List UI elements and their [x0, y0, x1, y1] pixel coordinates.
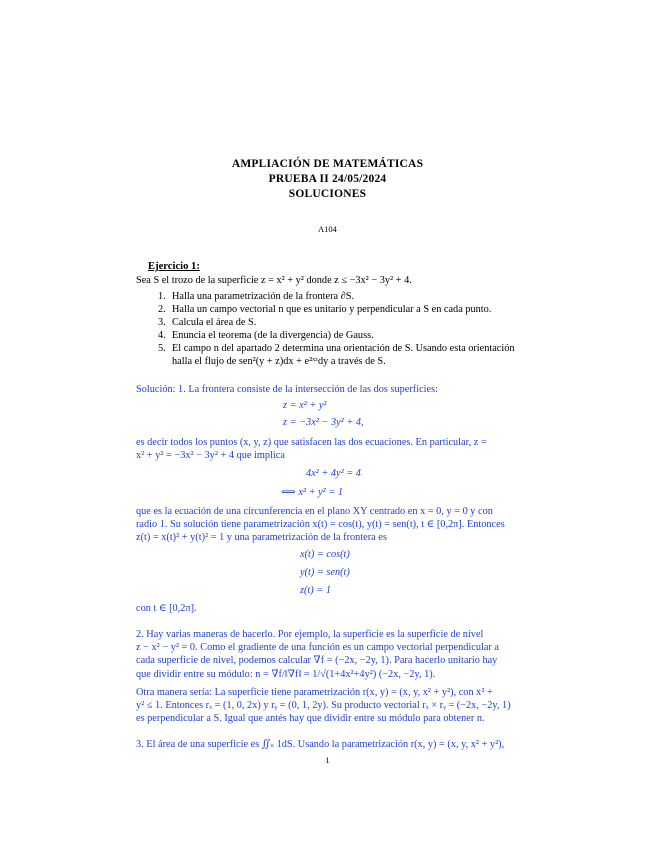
item-number: 2. — [158, 304, 166, 315]
item-number: 5. — [158, 343, 166, 354]
equation: ⟺ x² + y² = 1 — [281, 487, 343, 498]
solution-text: z(t) = x(t)² + y(t)² = 1 y una parametrización de la frontera es — [136, 532, 387, 543]
solution-text: z − x² − y² = 0. Como el gradiente de una función es un campo vectorial perpendicular a — [136, 642, 499, 653]
item-number: 4. — [158, 330, 166, 341]
item-number: 1. — [158, 291, 166, 302]
exercise-item — [158, 303, 491, 316]
item-text: El campo n del apartado 2 determina una orientación de S. Usando esta orientación — [172, 343, 515, 354]
item-number: 3. — [158, 317, 166, 328]
exercise-item — [158, 355, 386, 368]
solution-text: que dividir entre su módulo: n = ∇f/‖∇f‖ = 1/√(1+4x²+4y²) (−2x, −2y, 1). — [136, 669, 436, 680]
item-text: halla el flujo de sen²(y + z)dx + e²ˣᶻdy a través de S. — [172, 356, 386, 367]
solution-1-intro: Solución: 1. La frontera consiste de la intersección de las dos superficies: — [136, 384, 438, 395]
equation: z = x² + y² — [283, 400, 327, 411]
item-text: Calcula el área de S. — [172, 317, 257, 328]
exercise-item — [158, 329, 374, 342]
equation: 4x² + 4y² = 4 — [306, 468, 361, 479]
solutions-title: SOLUCIONES — [288, 188, 367, 200]
equation: z = −3x² − 3y² + 4, — [283, 417, 364, 428]
exam-code: A104 — [318, 224, 337, 234]
exercise-heading: Ejercicio 1: — [148, 261, 200, 272]
solution-text: con t ∈ [0,2π]. — [136, 603, 197, 614]
item-text: Halla un campo vectorial n que es unitario y perpendicular a S en cada punto. — [172, 304, 492, 315]
item-text: Enuncia el teorema (de la divergencia) de Gauss. — [172, 330, 374, 341]
solution-text: radio 1. Su solución tiene parametrización x(t) = cos(t), y(t) = sen(t), t ∈ [0,2π]. Entonces — [136, 519, 505, 530]
solution-text: Otra manera sería: La superficie tiene parametrización r(x, y) = (x, y, x² + y²), con x² + — [136, 687, 493, 698]
solution-text: 2. Hay varias maneras de hacerlo. Por ejemplo, la superficie es la superficie de nivel — [136, 629, 484, 640]
solution-text: x² + y² = −3x² − 3y² + 4 que implica — [136, 450, 285, 461]
equation: y(t) = sen(t) — [300, 567, 350, 578]
solution-text: cada superficie de nivel, podemos calcular ∇f = (−2x, −2y, 1). Para hacerlo unitario hay — [136, 655, 498, 666]
solution-text: que es la ecuación de una circunferencia en el plano XY centrado en x = 0, y = 0 y con — [136, 506, 493, 517]
course-title: AMPLIACIÓN DE MATEMÁTICAS — [231, 158, 424, 170]
solution-text: y² ≤ 1. Entonces rₓ = (1, 0, 2x) y rᵧ = (0, 1, 2y). Su producto vectorial rₓ × rᵧ = (−2x, −2y, 1) — [136, 700, 511, 711]
item-text: Halla una parametrización de la frontera ∂S. — [172, 291, 355, 302]
equation: z(t) = 1 — [300, 585, 331, 596]
equation: x(t) = cos(t) — [300, 549, 350, 560]
solution-text: es decir todos los puntos (x, y, z) que satisfacen las dos ecuaciones. En particular, z = — [136, 437, 487, 448]
page-number: 1 — [325, 755, 330, 765]
exercise-statement: Sea S el trozo de la superficie z = x² + y² donde z ≤ −3x² − 3y² + 4. — [136, 275, 412, 286]
exercise-item — [158, 290, 354, 303]
solution-text: es perpendicular a S. Igual que antés hay que dividir entre su módulo para obtener n. — [136, 713, 485, 724]
solution-text: 3. El área de una superficie es ∬ₛ 1dS. Usando la parametrización r(x, y) = (x, y, x² + y²), — [136, 739, 505, 750]
exercise-item — [158, 316, 256, 329]
exercise-item — [158, 342, 515, 355]
exam-title: PRUEBA II 24/05/2024 — [268, 173, 387, 185]
